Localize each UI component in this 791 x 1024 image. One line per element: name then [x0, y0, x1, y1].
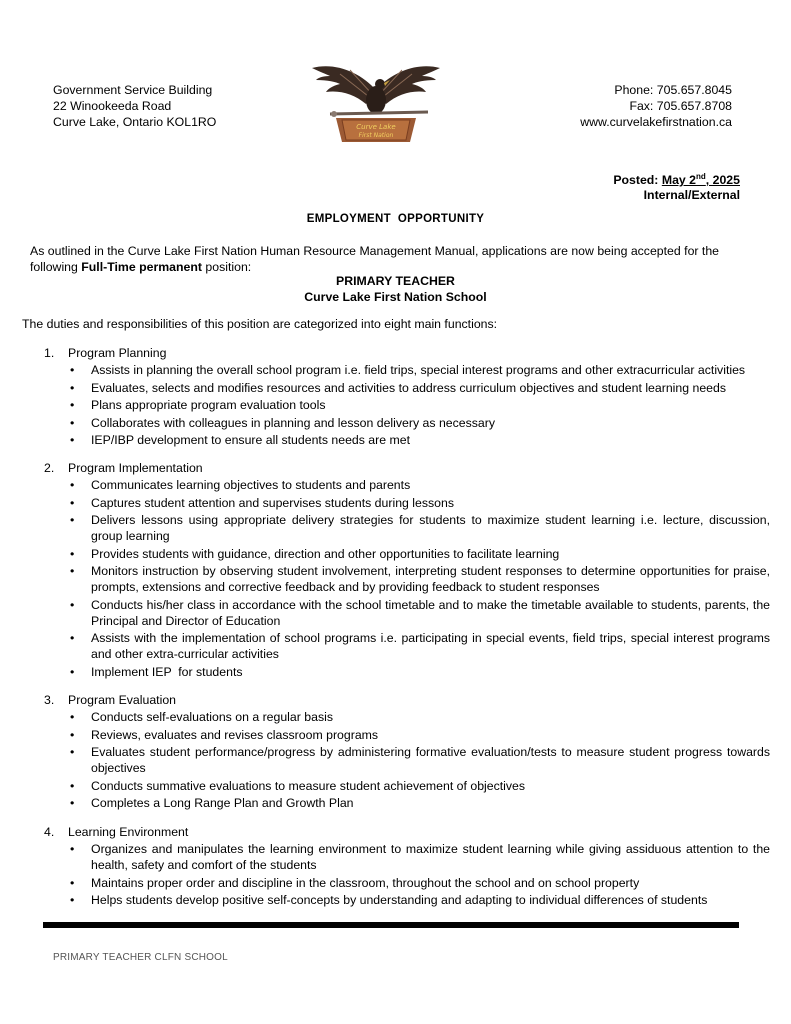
bullet-icon: • — [70, 631, 75, 645]
list-item-text: Maintains proper order and discipline in the classroom, throughout the school and on school property — [91, 875, 640, 890]
bullet-icon: • — [70, 513, 75, 527]
list-item-text: Organizes and manipulates the learning environment to maximize student learning while giving assiduous attention to the health, safety and comfort of the students — [91, 842, 770, 872]
list-item — [44, 432, 770, 448]
list-item-text: Implement IEP for students — [91, 664, 243, 679]
posted-date — [613, 169, 740, 188]
list-item-text: Helps students develop positive self-concepts by understanding and adapting to individual differences of students — [91, 893, 708, 907]
list-item-text: Conducts his/her class in accordance with the school timetable and to make the timetable available to students, parents, the Principal and Director of Education — [91, 597, 770, 628]
list-item — [44, 744, 770, 776]
list-item-text: Collaborates with colleagues in planning and lesson delivery as necessary — [91, 415, 495, 430]
section-title — [44, 824, 770, 841]
bullet-icon: • — [70, 564, 75, 578]
bullet-icon: • — [70, 664, 75, 679]
address-line: Government Service Building — [53, 83, 213, 97]
position-title: PRIMARY TEACHER — [336, 274, 455, 288]
list-item-text: Completes a Long Range Plan and Growth Plan — [91, 796, 354, 810]
list-item — [44, 630, 770, 662]
list-item — [44, 397, 770, 413]
list-item-text: Delivers lessons using appropriate delivery strategies for students to maximize student learning i.e. lecture, discussion, group learning — [91, 513, 770, 543]
list-item — [44, 546, 770, 562]
section-title-text: Program Evaluation — [68, 693, 176, 707]
list-item-text: Plans appropriate program evaluation tools — [91, 398, 326, 412]
date-year: , 2025 — [705, 173, 740, 188]
list-item — [44, 727, 770, 743]
list-item — [44, 778, 770, 794]
list-item-text: Communicates learning objectives to students and parents — [91, 478, 411, 492]
address-line: 22 Winookeeda Road — [53, 99, 172, 113]
website-link[interactable]: www.curvelakefirstnation.ca — [580, 115, 732, 129]
list-item — [44, 841, 770, 873]
list-item-text: Evaluates student performance/progress by administering formative evaluation/tests to measure student progress towards objectives — [91, 745, 770, 775]
position-block — [0, 273, 791, 305]
list-item-text: IEP/IBP development to ensure all students needs are met — [91, 433, 410, 447]
bullet-icon: • — [70, 893, 75, 907]
list-item — [44, 709, 770, 725]
section-title-text: Learning Environment — [68, 825, 189, 839]
posting-type: Internal/External — [643, 188, 740, 203]
section-program-evaluation — [44, 692, 770, 813]
bullet-icon: • — [70, 842, 75, 856]
list-item-text: Evaluates, selects and modifies resources and activities to address curriculum objectives and student learning needs — [91, 380, 726, 395]
list-item-text: Reviews, evaluates and revises classroom programs — [91, 727, 379, 742]
list-item-text: Captures student attention and supervises students during lessons — [91, 495, 454, 510]
intro-text: As outlined in the Curve Lake First Nation Human Resource Management Manual, applications are now being accepted for the following — [30, 244, 720, 274]
phone-text: Phone: 705.657.8045 — [614, 83, 732, 97]
eagle-emblem-logo — [310, 62, 442, 144]
posted-block — [613, 169, 740, 203]
section-number: 1. — [44, 346, 55, 360]
intro-text: position: — [201, 260, 252, 274]
section-program-planning — [44, 345, 770, 450]
page-footer: PRIMARY TEACHER CLFN SCHOOL — [53, 952, 228, 963]
bullet-icon: • — [70, 363, 75, 377]
list-item — [44, 875, 770, 891]
bullet-icon: • — [70, 778, 75, 793]
address-line: Curve Lake, Ontario KOL1RO — [53, 115, 217, 129]
page-title: EMPLOYMENT OPPORTUNITY — [306, 213, 485, 225]
bullet-icon: • — [70, 380, 75, 395]
list-item — [44, 664, 770, 680]
bullet-icon: • — [70, 546, 75, 561]
bullet-icon: • — [70, 745, 75, 759]
section-program-implementation — [44, 460, 770, 681]
list-item — [44, 597, 770, 629]
intro-bold: Full-Time permanent — [81, 260, 202, 274]
bullet-icon: • — [70, 433, 75, 447]
duties-intro: The duties and responsibilities of this position are categorized into eight main functions: — [22, 317, 498, 331]
section-title — [44, 692, 770, 709]
list-item-text: Conducts summative evaluations to measure student achievement of objectives — [91, 778, 526, 793]
logo-text: Curve Lake — [356, 123, 396, 131]
list-item-text: Monitors instruction by observing student involvement, interpreting student responses to determine opportunities for praise, prompts, extensions and corrective feedback and by providing feedback to student responses — [91, 564, 770, 594]
footer-divider — [43, 922, 739, 928]
bullet-icon: • — [70, 415, 75, 430]
list-item — [44, 380, 770, 396]
section-title-text: Program Implementation — [68, 461, 203, 475]
section-number: 3. — [44, 693, 55, 707]
posted-label: Posted: — [613, 173, 659, 188]
intro-paragraph — [30, 243, 760, 275]
logo-text: First Nation — [358, 132, 394, 139]
bullet-icon: • — [70, 796, 75, 810]
section-title — [44, 460, 770, 477]
date-sup: nd — [696, 172, 706, 181]
section-learning-environment — [44, 824, 770, 910]
section-number: 2. — [44, 461, 55, 475]
list-item-text: Assists with the implementation of school programs i.e. participating in special events, field trips, special interest programs and other extra-curricular activities — [91, 631, 770, 661]
bullet-icon: • — [70, 478, 75, 492]
list-item-text: Provides students with guidance, direction and other opportunities to facilitate learning — [91, 546, 560, 561]
bullet-icon: • — [70, 875, 75, 890]
section-number: 4. — [44, 825, 55, 839]
section-title — [44, 345, 770, 362]
list-item — [44, 415, 770, 431]
date-main: May 2 — [661, 173, 697, 188]
contact-block — [580, 82, 732, 130]
list-item — [44, 362, 770, 378]
list-item — [44, 495, 770, 511]
list-item — [44, 795, 770, 811]
list-item — [44, 563, 770, 595]
address-block — [53, 82, 216, 130]
list-item — [44, 892, 770, 908]
bullet-icon: • — [70, 727, 75, 742]
list-item — [44, 512, 770, 544]
school-name: Curve Lake First Nation School — [304, 290, 487, 304]
bullet-icon: • — [70, 597, 75, 612]
list-item-text: Assists in planning the overall school program i.e. field trips, special interest programs and other extracurricular activities — [91, 363, 746, 377]
bullet-icon: • — [70, 398, 75, 412]
section-title-text: Program Planning — [68, 346, 167, 360]
fax-text: Fax: 705.657.8708 — [629, 99, 732, 113]
posted-date-value — [662, 173, 740, 187]
bullet-icon: • — [70, 495, 75, 510]
list-item-text: Conducts self-evaluations on a regular basis — [91, 710, 333, 724]
list-item — [44, 477, 770, 493]
bullet-icon: • — [70, 710, 75, 724]
